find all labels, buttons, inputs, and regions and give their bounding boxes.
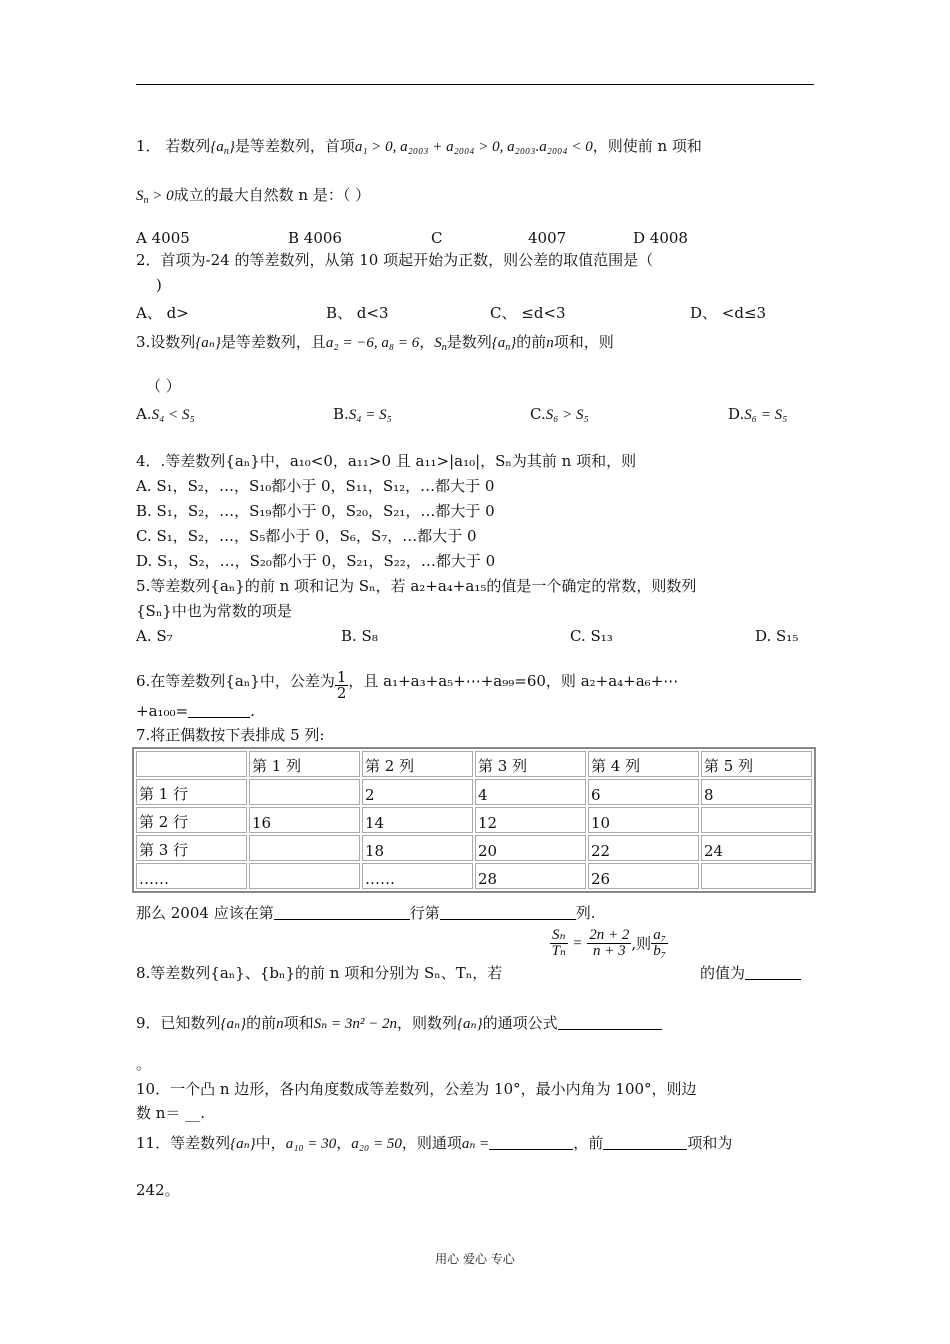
- q6-fraction: $\frac{1}{2}$: [336, 668, 347, 702]
- table-cell: [249, 779, 360, 805]
- q1-condition: a₁ > 0, a₂₀₀₃ + a₂₀₀₄ > 0, a₂₀₀₃.a₂₀₀₄ < 0: [354, 139, 593, 155]
- q10-line1: 10．一个凸 n 边形，各内角度数成等差数列，公差为 10°，最小内角为 100°，则边: [136, 1080, 697, 1098]
- table-cell: ……: [362, 863, 473, 889]
- q4-stem: 4．.等差数列{aₙ}中，a₁₀<0，a₁₁>0 且 a₁₁>|a₁₀|，Sₙ为其前 n 项和，则: [136, 452, 637, 470]
- table-cell: [701, 807, 812, 833]
- q3-seq: {aₙ}: [195, 335, 221, 351]
- q5-option-b: B. S₈: [341, 627, 378, 645]
- table-cell: ……: [136, 863, 247, 889]
- table-cell: [249, 863, 360, 889]
- q11-count-blank[interactable]: [603, 1135, 687, 1150]
- q8-ratio-fraction: $\frac{\text{a₇}}{\text{b₇}}$: [653, 927, 666, 959]
- q7-answer-line: 那么 2004 应该在第 行第 列.: [136, 904, 596, 922]
- table-cell: 第 3 行: [136, 835, 247, 861]
- q5-line1: 5.等差数列{aₙ}的前 n 项和记为 Sₙ，若 a₂+a₄+a₁₅的值是一个确定的常数，则数列: [136, 577, 697, 595]
- q5-option-d: D. S₁₅: [755, 627, 799, 645]
- table-cell: 12: [475, 807, 586, 833]
- table-cell: [136, 751, 247, 777]
- q7-row-blank[interactable]: [274, 905, 410, 920]
- q9-formula: Sₙ = 3n² − 2n: [313, 1016, 397, 1032]
- q9-seq: {aₙ}: [220, 1016, 247, 1032]
- q9-blank[interactable]: [558, 1015, 662, 1030]
- even-number-table: [132, 747, 816, 893]
- table-cell: [701, 863, 812, 889]
- q3-option-c: C.S₆ > S₅: [530, 405, 589, 423]
- q4-option-b: B. S₁，S₂，…，S₁₉都小于 0，S₂₀，S₂₁，…都大于 0: [136, 502, 495, 520]
- q3-option-b: B.S₄ = S₅: [333, 405, 392, 423]
- q1-text-a: 1． 若数列: [136, 137, 211, 155]
- table-cell: 20: [475, 835, 586, 861]
- table-cell: 2: [362, 779, 473, 805]
- q3-condition: a₂ = −6, a₈ = 6: [325, 335, 420, 351]
- table-row: [136, 779, 812, 805]
- q11-line: 11．等差数列{aₙ}中，a₁₀ = 30，a₂₀ = 50，则通项aₙ = ，前 项和为: [136, 1134, 733, 1152]
- table-cell: 22: [588, 835, 699, 861]
- q11-term-blank[interactable]: [489, 1135, 573, 1150]
- table-row: [136, 807, 812, 833]
- q5-option-c: C. S₁₃: [570, 627, 613, 645]
- q3-paren: （ ）: [146, 377, 181, 395]
- table-cell: 第 1 列: [249, 751, 360, 777]
- q3-option-d: D.S₆ = S₅: [728, 405, 788, 423]
- q11-seq: {aₙ}: [230, 1136, 256, 1152]
- table-cell: 6: [588, 779, 699, 805]
- table-cell: [249, 835, 360, 861]
- table-cell: 8: [701, 779, 812, 805]
- table-cell: 第 4 列: [588, 751, 699, 777]
- q2-option-b: B、 d<3: [326, 304, 389, 322]
- table-cell: 第 3 列: [475, 751, 586, 777]
- page-footer: 用心 爱心 专心: [435, 1252, 515, 1266]
- table-cell: 第 5 列: [701, 751, 812, 777]
- q7-title: 7.将正偶数按下表排成 5 列:: [136, 726, 325, 744]
- q1-text-b: 是等差数列，首项: [234, 137, 355, 155]
- table-cell: 10: [588, 807, 699, 833]
- q1-sn: $S_n > 0$: [136, 188, 174, 206]
- q1-option-b: B 4006: [288, 229, 342, 247]
- q5-option-a: A. S₇: [136, 627, 173, 645]
- q8-rhs-fraction: $\frac{2n + 2}{n + 3}$: [589, 927, 630, 959]
- table-cell: 18: [362, 835, 473, 861]
- q8-text: 8.等差数列{aₙ}、{bₙ}的前 n 项和分别为 Sₙ、Tₙ，若: [136, 964, 503, 982]
- q10-line2: 数 n＝ __.: [136, 1104, 205, 1122]
- q9-end: 。: [136, 1055, 152, 1073]
- q2-close: ): [156, 276, 162, 294]
- table-row: [136, 835, 812, 861]
- q6-line2: +a₁₀₀= .: [136, 702, 255, 720]
- table-cell: 24: [701, 835, 812, 861]
- table-cell: 16: [249, 807, 360, 833]
- q3-seq2: $\{a_n\}$: [491, 335, 517, 353]
- header-rule: [136, 84, 814, 85]
- q7-col-blank[interactable]: [440, 905, 576, 920]
- table-cell: 14: [362, 807, 473, 833]
- q2-stem: 2．首项为-24 的等差数列，从第 10 项起开始为正数，则公差的取值范围是（: [136, 251, 654, 269]
- q2-option-a: A、 d>: [136, 304, 189, 322]
- q1-option-c-value: 4007: [528, 229, 567, 247]
- table-row: [136, 863, 812, 889]
- q6-line1: 6.在等差数列{aₙ}中，公差为 $\frac{1}{2}$ ，且 a₁+a₃+a₅+⋯+a₉₉=60，则 a₂+a₄+a₆+⋯: [136, 668, 679, 702]
- q1-option-c-label: C: [431, 229, 443, 247]
- table-cell: 第 2 列: [362, 751, 473, 777]
- q1-text-2: 成立的最大自然数 n 是：（ ）: [173, 186, 371, 204]
- q8-lhs-fraction: $\frac{\text{Sₙ}}{\text{Tₙ}}$: [551, 927, 566, 959]
- q3-line1: 3.设数列{aₙ}是等差数列，且a₂ = −6, a₈ = 6，$S_n$是数列$\{a_n\}$的前n项和，则: [136, 333, 614, 353]
- q3-option-a: A.S₄ < S₅: [136, 405, 195, 423]
- q4-option-c: C. S₁，S₂，…，S₅都小于 0，S₆，S₇，…都大于 0: [136, 527, 477, 545]
- table-cell: 26: [588, 863, 699, 889]
- q4-option-d: D. S₁，S₂，…，S₂₀都小于 0，S₂₁，S₂₂，…都大于 0: [136, 552, 496, 570]
- q5-line2: {Sₙ}中也为常数的项是: [136, 602, 292, 620]
- q8-answer: 的值为: [700, 964, 801, 982]
- table-cell: 第 2 行: [136, 807, 247, 833]
- table-row: [136, 751, 812, 777]
- table-cell: 第 1 行: [136, 779, 247, 805]
- q1-line1: [136, 137, 702, 161]
- table-cell: 28: [475, 863, 586, 889]
- q6-blank[interactable]: [188, 703, 250, 718]
- q8-blank[interactable]: [745, 965, 801, 980]
- q1-line2: [136, 186, 370, 210]
- q2-option-d: D、 <d≤3: [690, 304, 767, 322]
- q1-option-d: D 4008: [633, 229, 688, 247]
- q11-line2: 242。: [136, 1181, 180, 1199]
- q9-line: 9．已知数列{aₙ}的前n项和Sₙ = 3n² − 2n，则数列{aₙ}的通项公式: [136, 1014, 662, 1033]
- q8-formula: $\frac{\text{Sₙ}}{\text{Tₙ}}$ = $\frac{2n + 2}{n + 3}$ ,则 $\frac{\text{a₇}}{\text{b₇}}$: [551, 927, 666, 959]
- q1-option-a: A 4005: [136, 229, 190, 247]
- q4-option-a: A. S₁，S₂，…，S₁₀都小于 0，S₁₁，S₁₂，…都大于 0: [136, 477, 495, 495]
- q1-text-c: ，则使前 n 项和: [592, 137, 702, 155]
- q1-seq: $\{a_n\}$: [210, 139, 235, 157]
- q3-sn-text: $S_n$: [434, 335, 447, 353]
- q2-option-c: C、 ≤d<3: [490, 304, 566, 322]
- table-cell: 4: [475, 779, 586, 805]
